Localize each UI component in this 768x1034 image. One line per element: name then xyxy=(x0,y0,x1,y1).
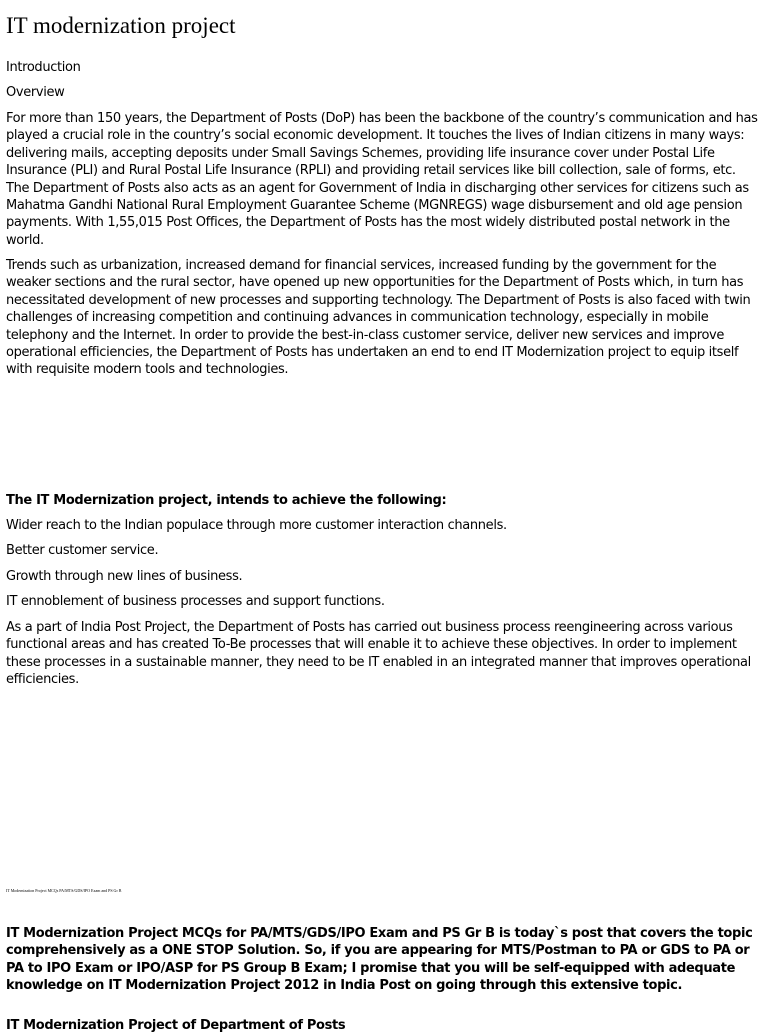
goal-item: IT ennoblement of business processes and support functions. xyxy=(6,594,385,609)
goal-item: Wider reach to the Indian populace through more customer interaction channels. xyxy=(6,518,507,533)
introduction-heading: Introduction xyxy=(6,60,81,75)
goals-heading: The IT Modernization project, intends to achieve the following: xyxy=(6,493,447,508)
page-title: IT modernization project xyxy=(6,13,236,38)
trends-paragraph: Trends such as urbanization, increased demand for financial services, increased funding by the government for the weaker sections and the rural sector, have opened up new opportunities for the Department of Posts which, in turn has necessitated development of new processes and supporting technology. The Department of Posts is also faced with twin challenges of increasing competition and continuing advances in communication technology, especially in mobile telephony and the Internet. In order to provide the best-in-class customer service, deliver new services and improve operational efficiencies, the Department of Posts has undertaken an end to end IT Modernization project to equip itself with requisite modern tools and technologies. xyxy=(6,258,751,378)
image-caption: IT Modernization Project MCQs PA/MTS/GDS/IPO Exam and PS Gr B xyxy=(6,888,122,893)
goal-item: Better customer service. xyxy=(6,543,159,558)
overview-paragraph: For more than 150 years, the Department of Posts (DoP) has been the backbone of the country’s communication and has played a crucial role in the country’s social economic development. It touches the lives of Indian citizens in many ways: delivering mails, accepting deposits under Small Savings Schemes, providing life insurance cover under Postal Life Insurance (PLI) and Rural Postal Life Insurance (RPLI) and providing retail services like bill collection, sale of forms, etc. The Department of Posts also acts as an agent for Government of India in discharging other services for citizens such as Mahatma Gandhi National Rural Employment Guarantee Scheme (MGNREGS) wage disbursement and old age pension payments. With 1,55,015 Post Offices, the Department of Posts has the most widely distributed postal network in the world. xyxy=(6,111,758,248)
bpr-paragraph: As a part of India Post Project, the Department of Posts has carried out business process reengineering across various functional areas and has created To-Be processes that will enable it to achieve these objectives. In order to implement these processes in a sustainable manner, they need to be IT enabled in an integrated manner that improves operational efficiencies. xyxy=(6,620,751,688)
goal-item: Growth through new lines of business. xyxy=(6,569,243,584)
section-heading: IT Modernization Project of Department of Posts xyxy=(6,1018,346,1033)
overview-heading: Overview xyxy=(6,85,65,100)
promo-paragraph: IT Modernization Project MCQs for PA/MTS/GDS/IPO Exam and PS Gr B is today`s post that covers the topic comprehensively as a ONE STOP Solution. So, if you are appearing for MTS/Postman to PA or GDS to PA or PA to IPO Exam or IPO/ASP for PS Group B Exam; I promise that you will be self-equipped with adequate knowledge on IT Modernization Project 2012 in India Post on going through this extensive topic. xyxy=(6,926,753,994)
